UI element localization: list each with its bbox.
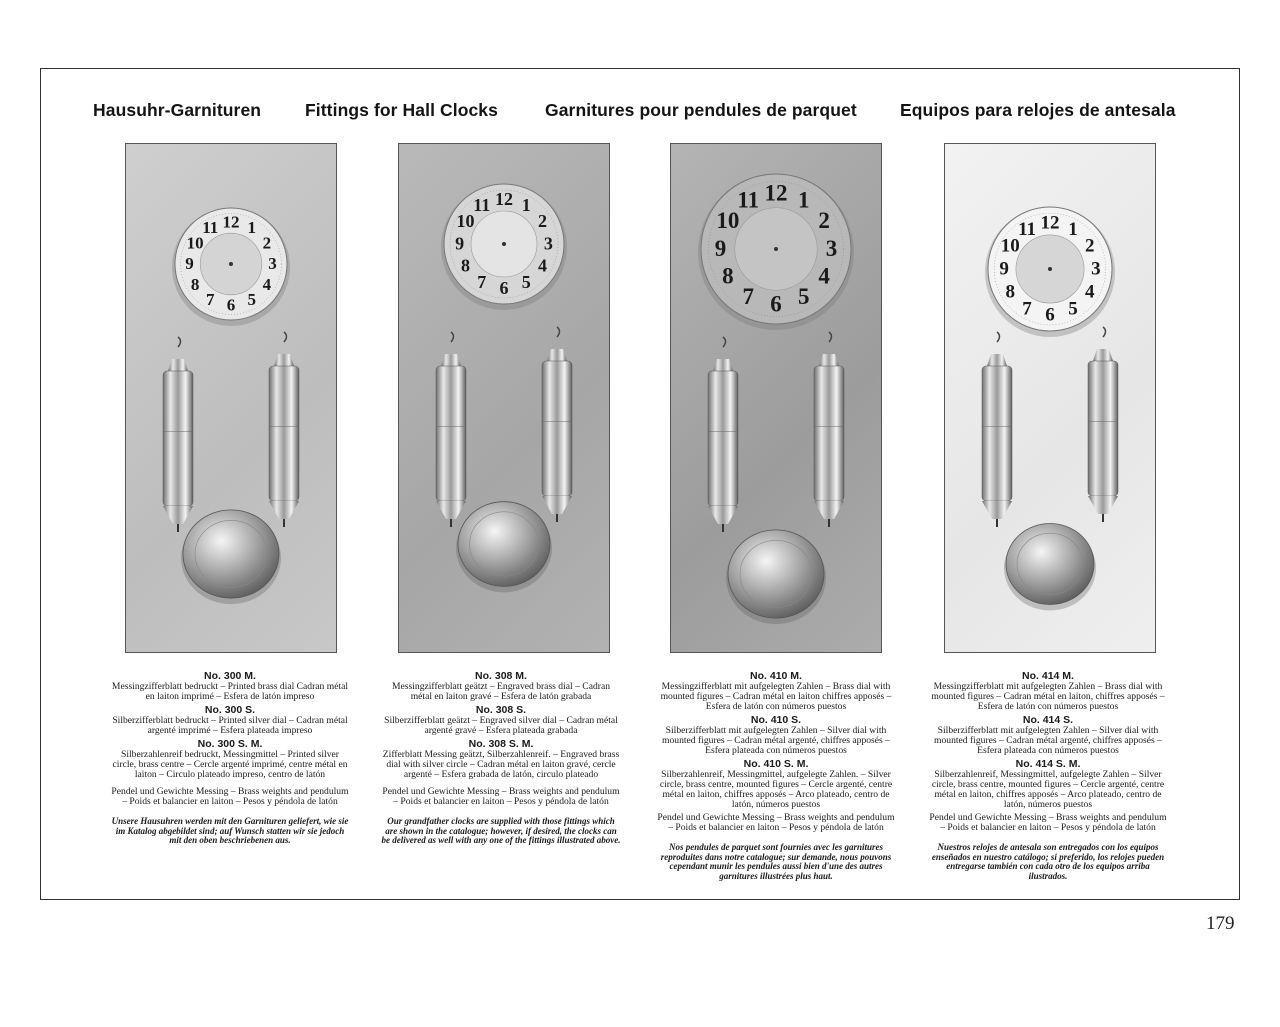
dial-arbor <box>1048 267 1052 271</box>
dial-numeral: 7 <box>742 283 754 309</box>
weight-hook <box>997 332 1000 342</box>
dial-arbor <box>502 242 506 246</box>
model-description: Silberzahlenreif, Messingmittel, aufgelegte Zahlen. – Silver circle, brass centre, mounted figures – Cercle argenté, centre métal en laiton, chiffres apposés – Arco plateado, centro de latón, números puestos <box>659 769 893 810</box>
heading-french: Garnitures pour pendules de parquet <box>545 100 857 120</box>
dial-numeral: 8 <box>1005 281 1016 303</box>
model-description: Silberzifferblatt geätzt – Engraved silver dial – Cadran métal argenté gravé – Esfera plateada grabada <box>384 715 618 736</box>
dial-numeral: 3 <box>1091 258 1101 280</box>
weight-cap <box>819 354 839 366</box>
dial-numeral: 12 <box>495 189 513 209</box>
dial-numeral: 4 <box>1084 281 1095 303</box>
weight-hook <box>557 327 560 337</box>
weight-base <box>163 506 193 524</box>
model-description: Silberzifferblatt mit aufgelegten Zahlen – Silver dial with mounted figures – Cadran métal argenté, chiffres apposés – Esfera plateada con números puestos <box>934 725 1162 756</box>
dial-numeral: 3 <box>543 233 553 254</box>
fitting-photo-414 <box>944 143 1156 653</box>
dial-numeral: 3 <box>268 254 277 274</box>
heading-spanish: Equipos para relojes de antesala <box>900 100 1176 120</box>
dial-numeral: 11 <box>473 194 491 215</box>
dial-arbor <box>774 247 778 251</box>
model-description: Messingzifferblatt bedruckt – Printed brass dial Cadran métal en laiton imprimé – Esfera de latón impreso <box>111 681 349 702</box>
dial-numeral: 9 <box>999 258 1009 280</box>
model-number: No. 414 S. <box>1022 714 1074 726</box>
model-description: Silberzahlenreif bedruckt, Messingmittel – Printed silver circle, brass centre – Cercle argenté imprimé, centre métal en laiton – Circulo plateado impreso, centro de latón <box>112 749 348 780</box>
dial-numeral: 12 <box>764 180 788 206</box>
dial-numeral: 11 <box>1018 218 1037 240</box>
model-description: Messingzifferblatt mit aufgelegten Zahlen – Brass dial with mounted figures – Cadran métal en laiton, chiffres apposés – Esfera de latón con números puestos <box>931 681 1165 712</box>
weight-hook <box>284 332 287 342</box>
fitting-photo-300 <box>125 143 337 653</box>
weight-cylinder <box>982 366 1012 501</box>
model-description: Silberzahlenreif, Messingmittel, aufgelegte Zahlen – Silver circle, brass centre, mounted figures – Cercle argenté, centre métal en laiton, chiffres apposés – Arco plateado, centro de latón, números puestos <box>931 769 1165 810</box>
dial-numeral: 5 <box>247 289 256 309</box>
model-description: Silberzifferblatt mit aufgelegten Zahlen – Silver dial with mounted figures – Cadran métal argenté, chiffres apposés – Esfera plateada con números puestos <box>662 725 890 756</box>
description-column-410 <box>656 668 896 881</box>
weight-cap <box>274 354 294 366</box>
dial-numeral: 9 <box>185 254 194 274</box>
model-number: No. 410 S. M. <box>743 758 809 770</box>
fitting-illustration <box>126 144 336 652</box>
dial-numeral: 4 <box>537 255 547 276</box>
weight-cap <box>547 349 567 361</box>
weight-hook <box>829 332 832 342</box>
heading-english: Fittings for Hall Clocks <box>305 100 498 120</box>
dial-numeral: 10 <box>186 233 204 253</box>
weight-cap <box>1093 349 1113 361</box>
pendulum-bob <box>183 510 279 598</box>
weight-cylinder <box>542 361 572 496</box>
weight-cylinder <box>1088 361 1118 496</box>
model-description: Zifferblatt Messing geätzt, Silberzahlenreif. – Engraved brass dial with silver circle – Cadran métal en laiton gravé, cercle argenté – Esfera grabada de latón, circulo plateado <box>382 749 620 780</box>
dial-numeral: 6 <box>1045 304 1055 326</box>
weight-base <box>436 501 466 519</box>
dial-numeral: 4 <box>818 263 830 289</box>
model-number: No. 300 M. <box>204 670 256 682</box>
dial-numeral: 9 <box>714 235 727 261</box>
model-number: No. 410 S. <box>750 714 802 726</box>
dial-numeral: 9 <box>455 233 465 254</box>
dial-numeral: 4 <box>262 274 272 294</box>
model-description: Messingzifferblatt mit aufgelegten Zahlen – Brass dial with mounted figures – Cadran métal en laiton chiffres apposés – Esfera de latón con números puestos <box>660 681 892 712</box>
description-column-414 <box>928 668 1168 881</box>
dial-numeral: 2 <box>1084 235 1095 257</box>
weight-hook <box>723 337 726 347</box>
weight-cylinder <box>269 366 299 501</box>
dial-numeral: 1 <box>521 194 531 215</box>
weight-base <box>814 501 844 519</box>
model-number: No. 308 M. <box>475 670 527 682</box>
model-number: No. 300 S. M. <box>197 738 263 750</box>
model-number: No. 410 M. <box>750 670 802 682</box>
dial-numeral: 8 <box>190 274 200 294</box>
weight-cap <box>987 354 1007 366</box>
model-number: No. 414 S. M. <box>1015 758 1081 770</box>
dial-numeral: 1 <box>798 187 810 213</box>
fitting-illustration <box>945 144 1155 652</box>
model-number: No. 308 S. M. <box>468 738 534 750</box>
dial-numeral: 8 <box>461 255 471 276</box>
dial-numeral: 2 <box>537 211 547 232</box>
weight-base <box>269 501 299 519</box>
weight-base <box>982 501 1012 519</box>
weight-hook <box>178 337 181 347</box>
weight-base <box>708 506 738 524</box>
pendulum-bob <box>458 502 550 587</box>
delivery-note: Our grandfather clocks are supplied with those fittings which are shown in the catalogue; however, if desired, the clocks can be delivered as well with any one of the fittings illustrated above. <box>381 816 621 846</box>
pendulum-bob <box>728 530 824 618</box>
dial-numeral: 5 <box>521 271 531 292</box>
pendulum-bob <box>1006 524 1094 605</box>
dial-numeral: 11 <box>737 187 760 213</box>
weight-hook <box>451 332 454 342</box>
fitting-photo-410 <box>670 143 882 653</box>
dial-numeral: 10 <box>456 211 475 232</box>
weight-cylinder <box>814 366 844 501</box>
dial-arbor <box>229 262 233 266</box>
dial-numeral: 6 <box>226 295 236 315</box>
model-description: Silberzifferblatt bedruckt – Printed silver dial – Cadran métal argenté imprimé – Esfera plateada impreso <box>112 715 348 736</box>
weight-base <box>542 496 572 514</box>
dial-numeral: 5 <box>798 283 810 309</box>
weight-cylinder <box>163 371 193 506</box>
dial-numeral: 3 <box>825 235 838 261</box>
dial-numeral: 7 <box>1022 298 1032 320</box>
dial-numeral: 1 <box>247 218 256 238</box>
weight-cap <box>713 359 733 371</box>
model-number: No. 300 S. <box>204 704 256 716</box>
weight-cylinder <box>708 371 738 506</box>
weight-cap <box>441 354 461 366</box>
page-number: 179 <box>1206 913 1235 934</box>
description-column-308 <box>381 668 621 846</box>
fitting-photo-308 <box>398 143 610 653</box>
heading-german: Hausuhr-Garnituren <box>93 100 262 120</box>
dial-numeral: 2 <box>262 233 272 253</box>
dial-numeral: 12 <box>222 212 240 232</box>
dial-numeral: 11 <box>202 218 219 238</box>
weight-hook <box>1103 327 1106 337</box>
weight-base <box>1088 496 1118 514</box>
dial-numeral: 7 <box>477 271 487 292</box>
dial-numeral: 8 <box>722 263 734 289</box>
fitting-illustration <box>399 144 609 652</box>
fitting-illustration <box>671 144 881 652</box>
dial-numeral: 2 <box>818 208 830 233</box>
weights-description: Pendel und Gewichte Messing – Brass weights and pendulum – Poids et balancier en laiton – Pesos y péndola de latón <box>111 786 349 807</box>
delivery-note: Nos pendules de parquet sont fournies avec les garnitures reproduites dans notre catalogue; sur demande, nous pouvons cependant munir les pendules aussi bien d'une des autres garnitures illustrées plus haut. <box>660 842 892 881</box>
dial-numeral: 1 <box>1068 218 1078 240</box>
description-column-300 <box>110 668 350 846</box>
weights-description: Pendel und Gewichte Messing – Brass weights and pendulum – Poids et balancier en laiton – Pesos y péndola de latón <box>657 812 895 833</box>
dial-numeral: 10 <box>716 208 740 233</box>
dial-numeral: 12 <box>1040 212 1060 234</box>
delivery-note: Unsere Hausuhren werden mit den Garnituren geliefert, wie sie im Katalog abgebildet sind; auf Wunsch statten wir sie jedoch mit den oben beschriebenen aus. <box>111 816 349 846</box>
dial-numeral: 7 <box>206 289 215 309</box>
weights-description: Pendel und Gewichte Messing – Brass weights and pendulum – Poids et balancier en laiton – Pesos y péndola de latón <box>929 812 1167 833</box>
delivery-note: Nuestros relojes de antesala son entregados con los equipos enseñados en nuestro catálogo; si preferido, los relojes pueden entregarse también con cada otro de los equipos arriba ilustrados. <box>931 842 1165 881</box>
dial-numeral: 10 <box>1000 235 1020 257</box>
dial-numeral: 5 <box>1068 298 1078 320</box>
dial-numeral: 6 <box>499 277 509 298</box>
model-number: No. 414 M. <box>1022 670 1074 682</box>
weight-cap <box>168 359 188 371</box>
model-description: Messingzifferblatt geätzt – Engraved brass dial – Cadran métal en laiton gravé – Esfera de latón grabada <box>391 681 610 702</box>
weights-description: Pendel und Gewichte Messing – Brass weights and pendulum – Poids et balancier en laiton – Pesos y péndola de latón <box>382 786 620 807</box>
weight-cylinder <box>436 366 466 501</box>
model-number: No. 308 S. <box>475 704 527 716</box>
dial-numeral: 6 <box>770 291 782 317</box>
